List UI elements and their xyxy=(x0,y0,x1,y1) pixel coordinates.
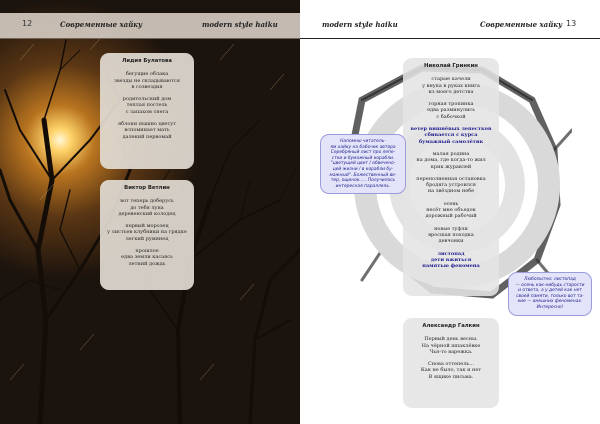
note-line: и ответа, а у детей как нет xyxy=(518,288,582,294)
note-line: Любопытно: листопад xyxy=(524,277,576,282)
note-line: Интересно! xyxy=(536,304,564,310)
poem-line: старые качели xyxy=(431,76,471,83)
poem-line: вспоминает мать xyxy=(124,127,170,134)
poem-line: вот теперь доберусь xyxy=(120,198,174,205)
poem-stanza xyxy=(403,101,499,120)
poem-stanza xyxy=(403,336,499,355)
poem-line: На чёрной шпаклёвке xyxy=(421,342,481,349)
poem-line: Как не было, так и нет xyxy=(420,367,482,374)
poem-line: дети вжиться xyxy=(430,256,472,263)
note-line: интересная параллель. xyxy=(335,183,391,189)
poem-line: далекий первомай xyxy=(122,133,172,140)
poem-line: осень xyxy=(443,200,459,207)
poem-line: малая родина xyxy=(432,150,470,157)
poem-line: памятью феномена xyxy=(422,263,480,270)
right-page xyxy=(300,0,600,424)
poem-author: Виктор Ветлин xyxy=(124,185,170,191)
poem-line: вросшая походка xyxy=(428,231,474,238)
editor-note-left xyxy=(320,134,406,194)
poem-author: Лидия Булатова xyxy=(122,58,172,64)
poem-author: Александр Галкин xyxy=(422,323,480,329)
poem-line: звезды не складываются xyxy=(114,77,180,84)
editor-note-right xyxy=(508,272,592,316)
poem-stanza-highlighted xyxy=(403,126,499,145)
poem-line: у листьев клубники на грядке xyxy=(107,229,187,236)
poem-line: дорожный рабочий xyxy=(425,213,477,220)
poem-card-grinkin xyxy=(403,58,499,296)
poem-line: переполненная остановка xyxy=(416,175,486,182)
note-line: кие — внешних феноменах. xyxy=(517,299,583,305)
page-number: 13 xyxy=(566,19,577,28)
poem-stanza-highlighted xyxy=(403,251,499,270)
poem-stanza xyxy=(100,198,194,217)
poem-line: на звёздном небе xyxy=(427,188,475,195)
poem-line: сбивается с курса xyxy=(424,132,478,139)
poem-line: ветер вишнёвых лепестков xyxy=(410,126,492,133)
poem-stanza xyxy=(100,96,194,115)
poem-line: крик журавлей xyxy=(430,163,472,170)
poem-author: Николай Гринкин xyxy=(424,63,478,69)
left-header xyxy=(0,13,300,39)
poem-line: Снова оттепель… xyxy=(427,361,475,368)
poem-line: из моего детства xyxy=(428,88,474,95)
poem-line: горная тропинка xyxy=(428,101,474,108)
poem-line: бегущие облака xyxy=(125,71,169,78)
poem-line: едва земли касаясь xyxy=(121,254,173,261)
note-line: "цветущей цвет / обвечено- xyxy=(330,161,396,167)
right-header xyxy=(300,13,600,39)
poem-line: с запахом снега xyxy=(125,108,169,115)
poem-stanza xyxy=(403,151,499,170)
poem-line: теплая постель xyxy=(126,102,168,109)
poem-stanza xyxy=(403,226,499,245)
poem-line: легкий румянец xyxy=(125,235,169,242)
poem-card-galkin xyxy=(403,318,499,408)
header-title-en: modern style haiku xyxy=(202,20,278,29)
note-line: — осень как-нибудь старости xyxy=(515,282,585,288)
poem-line: В ящике письма. xyxy=(428,373,474,380)
poem-line: новые туфли xyxy=(434,225,468,232)
header-title-en: modern style haiku xyxy=(322,20,398,29)
poem-line: родительский дом xyxy=(122,96,172,103)
poem-line: несёт мне объедок xyxy=(426,207,476,214)
header-title-ru: Современные хайку xyxy=(480,20,563,29)
poem-line: первый морозец xyxy=(125,223,169,230)
page-number: 12 xyxy=(22,19,33,28)
poem-line: листопад xyxy=(437,250,465,257)
poem-line: до тебя луна xyxy=(130,204,164,211)
note-line: Напомню читатель- xyxy=(340,139,386,144)
poem-stanza xyxy=(100,71,194,90)
note-line: тер, ощенок..... Получилось xyxy=(330,178,396,184)
poem-line: Чья-то варежка. xyxy=(429,348,473,355)
poem-stanza xyxy=(403,76,499,95)
poem-line: в созвездия xyxy=(131,83,163,90)
note-line: ям хайку на бабочек автора xyxy=(330,144,396,150)
poem-line: яблони пышно цветут xyxy=(118,121,176,128)
poem-line: летний дождь xyxy=(128,260,166,267)
poem-card-vetlin xyxy=(100,180,194,290)
poem-line: едва разминулись xyxy=(427,107,475,114)
note-line: своей памяти, только вот та- xyxy=(516,293,584,299)
note-line: цей жизни / в корабли бу- xyxy=(332,166,394,172)
poem-stanza xyxy=(100,121,194,140)
poem-line: девчонки xyxy=(438,238,464,245)
poem-line: на дома, где когда-то жил xyxy=(416,157,486,164)
note-line: мажный". Божественный ве- xyxy=(329,172,397,178)
poem-line: Первый день весны. xyxy=(424,336,478,343)
poem-line: деревенский колодец xyxy=(118,210,176,217)
poem-stanza xyxy=(403,361,499,380)
poem-stanza xyxy=(403,176,499,195)
poem-line: бродяга устроился xyxy=(426,182,476,189)
poem-stanza xyxy=(100,223,194,242)
poem-line: бумажный самолётик xyxy=(418,138,484,145)
poem-card-bulatova xyxy=(100,53,194,169)
poem-line: у внука в руках книга xyxy=(422,82,480,89)
poem-line: прошлое xyxy=(135,248,159,255)
poem-stanza xyxy=(403,201,499,220)
note-line: стки и бумажный корабли. xyxy=(331,155,395,161)
header-title-ru: Современные хайку xyxy=(60,20,143,29)
note-line: Серебряный лист про лепе- xyxy=(330,150,396,156)
poem-stanza xyxy=(100,248,194,267)
poem-line: с бабочкой xyxy=(436,113,466,120)
